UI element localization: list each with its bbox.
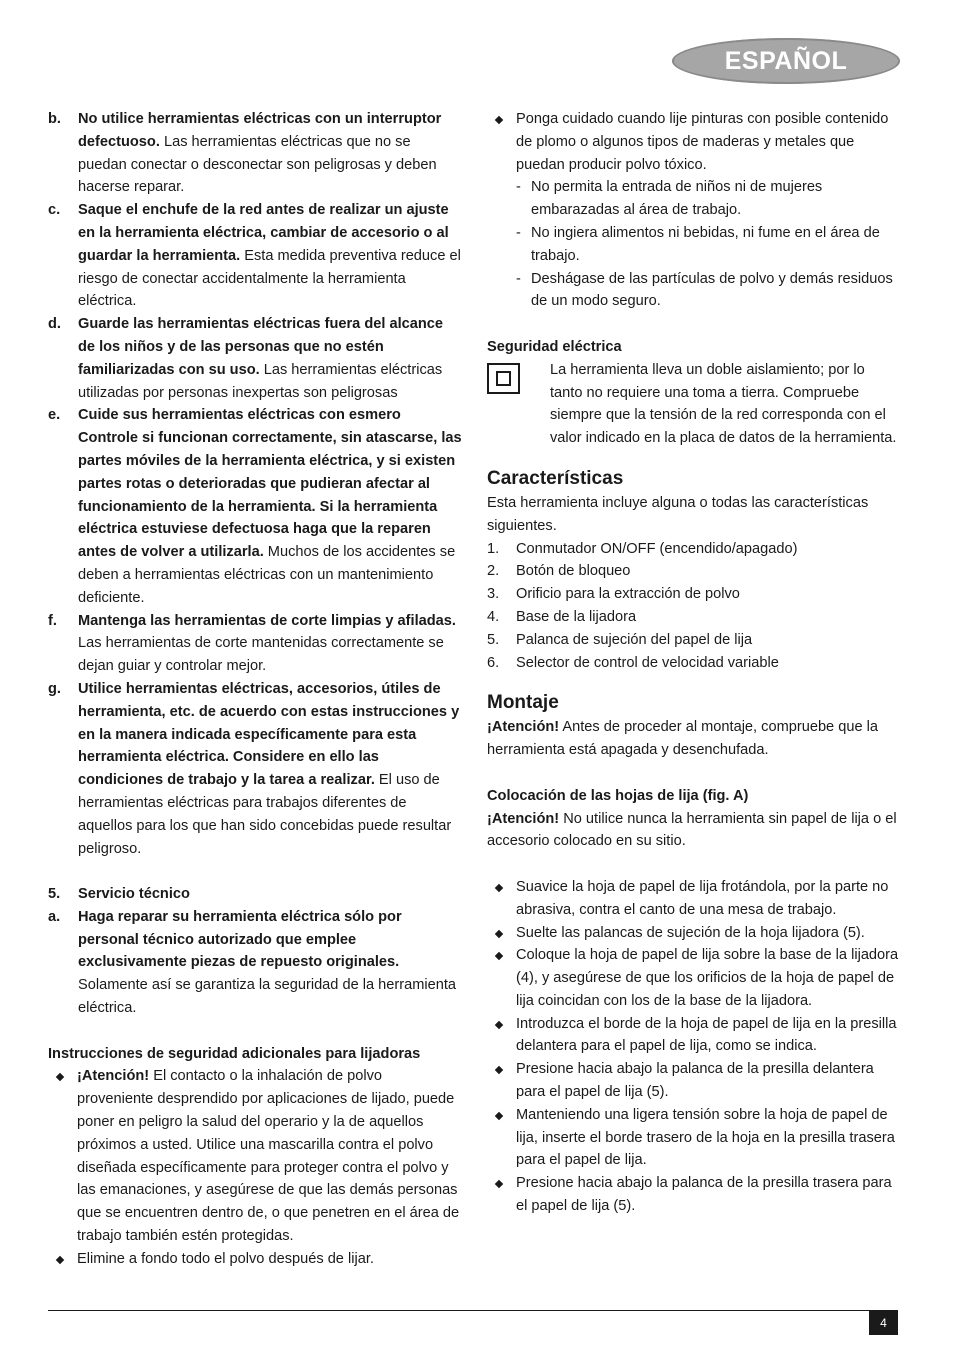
- fitting-step: [487, 944, 901, 1012]
- rule-marker: d.: [48, 316, 61, 333]
- step-text: Suavice la hoja de papel de lija frotándola, por la parte no abrasiva, contra el canto de una mesa de trabajo.: [516, 878, 889, 918]
- feature-item: [487, 606, 901, 629]
- diamond-bullet-icon: [495, 1180, 503, 1188]
- dash-marker: -: [516, 270, 521, 287]
- fitting-step: [487, 876, 901, 922]
- bullet-text: El contacto o la inhalación de polvo proveniente desprendido por aplicaciones de lijado, puede poner en peligro la salud del operario y la de aquellos próximos a usted. Utilice una mascarilla contra el polvo diseñada específicamente para proteger contra el polvo y las emanaciones, y asegúrese de que las demás personas que se encuentren dentro de, o que penetren en el área de trabajo también estén protegidas.: [77, 1068, 460, 1245]
- feature-number: 2.: [487, 563, 500, 580]
- diamond-bullet-icon: [495, 1066, 503, 1074]
- rule-b: [48, 108, 462, 199]
- dash-text: Deshágase de las partículas de polvo y demás residuos de un modo seguro.: [531, 270, 893, 310]
- rule-heading: Cuide sus herramientas eléctricas con esmero Controle si funcionan correctamente, sin atascarse, las partes móviles de la herramienta eléctrica, y si existen partes rotas o deterioradas que pudieran afectar al funcionamiento de la herramienta. Si la herramienta eléctrica estuviese defectuosa haga que la reparen antes de volver a utilizarla.: [78, 407, 462, 561]
- fitting-step: [487, 1104, 901, 1172]
- lead-bullet: [487, 108, 901, 176]
- warning-label: ¡Atención!: [487, 719, 560, 736]
- warning-label: ¡Atención!: [77, 1068, 150, 1085]
- rule-text: Muchos de los accidentes se deben a herramientas eléctricas con un mantenimiento deficiente.: [78, 544, 456, 606]
- rule-c: [48, 199, 462, 313]
- rule-g: [48, 678, 462, 860]
- feature-label: Conmutador ON/OFF (encendido/apagado): [516, 540, 798, 557]
- feature-label: Botón de bloqueo: [516, 563, 631, 580]
- feature-item: [487, 538, 901, 561]
- double-insulation-icon: [487, 363, 520, 394]
- language-label: ESPAÑOL: [724, 46, 848, 75]
- page-number: 4: [869, 1311, 898, 1335]
- feature-number: 3.: [487, 586, 500, 603]
- feature-label: Palanca de sujeción del papel de lija: [516, 631, 753, 648]
- sandpaper-fitting-warning: [487, 808, 901, 854]
- rule-heading: No utilice herramientas eléctricas con un interruptor defectuoso.: [78, 111, 442, 150]
- feature-label: Selector de control de velocidad variable: [516, 654, 779, 671]
- rule-heading: Guarde las herramientas eléctricas fuera del alcance de los niños y de las personas que no estén familiarizadas con su uso.: [78, 316, 444, 378]
- dash-text: No ingiera alimentos ni bebidas, ni fume en el área de trabajo.: [531, 224, 880, 264]
- rule-marker: c.: [48, 202, 61, 219]
- footer-rule: [48, 1310, 898, 1311]
- language-tab: [672, 38, 900, 84]
- diamond-bullet-icon: [495, 884, 503, 892]
- service-item-marker: a.: [48, 908, 61, 925]
- dash-item: [487, 176, 901, 222]
- feature-number: 4.: [487, 608, 500, 625]
- rule-text: Las herramientas de corte mantenidas correctamente se dejan guiar y controlar mejor.: [78, 635, 444, 675]
- diamond-bullet-icon: [495, 116, 503, 124]
- bullet-text: Ponga cuidado cuando lije pinturas con posible contenido de plomo o algunos tipos de maderas y metales que puedan producir polvo tóxico.: [516, 111, 889, 173]
- feature-item: [487, 583, 901, 606]
- assembly-warning: [487, 716, 901, 762]
- feature-item: [487, 652, 901, 675]
- fitting-step: [487, 1013, 901, 1059]
- step-text: Introduzca el borde de la hoja de papel de lija en la presilla delantera para el papel de lija, como se indica.: [516, 1015, 897, 1055]
- rule-e: [48, 404, 462, 609]
- dash-marker: -: [516, 224, 521, 241]
- sander-bullet: [48, 1065, 462, 1247]
- dash-item: [487, 222, 901, 268]
- service-item: [48, 906, 462, 1020]
- service-item-heading: Haga reparar su herramienta eléctrica sólo por personal técnico autorizado que emplee exclusivamente piezas de repuesto originales.: [78, 908, 402, 971]
- rule-heading: Mantenga las herramientas de corte limpias y afiladas.: [78, 612, 456, 629]
- rule-heading: Saque el enchufe de la red antes de realizar un ajuste en la herramienta eléctrica, cambiar de accesorio o al guardar la herramienta.: [78, 202, 449, 264]
- fitting-step: [487, 922, 901, 945]
- dash-text: No permita la entrada de niños ni de mujeres embarazadas al área de trabajo.: [531, 179, 823, 219]
- step-text: Coloque la hoja de papel de lija sobre la base de la lijadora (4), y asegúrese de que los orificios de la hoja de papel de lija coincidan con los de la base de la lijadora.: [516, 947, 899, 1009]
- sander-safety-title: Instrucciones de seguridad adicionales para lijadoras: [48, 1045, 421, 1062]
- warning-label: ¡Atención!: [487, 810, 560, 827]
- rule-marker: g.: [48, 680, 61, 697]
- feature-number: 5.: [487, 631, 500, 648]
- warning-text: Antes de proceder al montaje, compruebe que la herramienta está apagada y desenchufada.: [487, 719, 878, 759]
- diamond-bullet-icon: [495, 1020, 503, 1028]
- assembly-title: Montaje: [487, 692, 559, 714]
- step-text: Manteniendo una ligera tensión sobre la hoja de papel de lija, inserte el borde trasero de la hoja en la presilla trasera para el papel de lija.: [516, 1106, 895, 1169]
- sandpaper-fitting-title: Colocación de las hojas de lija (fig. A): [487, 787, 749, 804]
- rule-d: [48, 313, 462, 404]
- service-title: Servicio técnico: [78, 886, 190, 903]
- warning-text: No utilice nunca la herramienta sin papel de lija o el accesorio colocado en su sitio.: [487, 810, 897, 850]
- diamond-bullet-icon: [495, 952, 503, 960]
- feature-number: 1.: [487, 540, 500, 557]
- rule-text: El uso de herramientas eléctricas para trabajos diferentes de aquellos para los que han sido concebidas puede resultar peligroso.: [78, 772, 452, 857]
- step-text: Presione hacia abajo la palanca de la presilla trasera para el papel de lija (5).: [516, 1175, 892, 1215]
- diamond-bullet-icon: [495, 929, 503, 937]
- feature-item: [487, 560, 901, 583]
- left-column: [48, 108, 462, 1271]
- diamond-bullet-icon: [56, 1256, 64, 1264]
- rule-text: Esta medida preventiva reduce el riesgo de conectar accidentalmente la herramienta eléctrica.: [78, 247, 461, 310]
- rule-marker: f.: [48, 612, 57, 629]
- service-heading: [48, 883, 462, 906]
- dash-item: [487, 268, 901, 314]
- fitting-step: [487, 1172, 901, 1218]
- rule-f: [48, 610, 462, 678]
- electrical-safety-row: [487, 359, 901, 450]
- rule-text: Las herramientas eléctricas utilizadas por personas inexpertas son peligrosas: [78, 361, 443, 401]
- rule-marker: e.: [48, 407, 61, 424]
- fitting-step: [487, 1058, 901, 1104]
- feature-label: Base de la lijadora: [516, 608, 637, 625]
- diamond-bullet-icon: [495, 1112, 503, 1120]
- dash-marker: -: [516, 179, 521, 196]
- right-column: [487, 108, 901, 1218]
- feature-label: Orificio para la extracción de polvo: [516, 586, 740, 603]
- electrical-safety-text: La herramienta lleva un doble aislamiento; por lo tanto no requiere una toma a tierra. Compruebe siempre que la tensión de la red corresponda con el valor indicado en la placa de datos de la herramienta.: [550, 361, 897, 447]
- rule-text: Las herramientas eléctricas que no se puedan conectar o desconectar son peligrosas y deben hacerse reparar.: [78, 133, 437, 196]
- service-marker: 5.: [48, 886, 61, 903]
- rule-heading: Utilice herramientas eléctricas, accesorios, útiles de herramienta, etc. de acuerdo con estas instrucciones y en la manera indicada específicamente para esta herramienta eléctrica. Considere en ello las condiciones de trabajo y la tarea a realizar.: [78, 680, 460, 789]
- bullet-text: Elimine a fondo todo el polvo después de lijar.: [77, 1250, 374, 1267]
- features-title: Características: [487, 467, 624, 489]
- step-text: Presione hacia abajo la palanca de la presilla delantera para el papel de lija (5).: [516, 1061, 874, 1101]
- feature-item: [487, 629, 901, 652]
- step-text: Suelte las palancas de sujeción de la hoja lijadora (5).: [516, 924, 865, 941]
- rule-marker: b.: [48, 111, 61, 127]
- sander-bullet: [48, 1248, 462, 1271]
- service-item-text: Solamente así se garantiza la seguridad de la herramienta eléctrica.: [78, 977, 457, 1017]
- features-intro: Esta herramienta incluye alguna o todas las características siguientes.: [487, 494, 869, 534]
- feature-number: 6.: [487, 654, 500, 671]
- electrical-safety-title: Seguridad eléctrica: [487, 338, 622, 355]
- diamond-bullet-icon: [56, 1073, 64, 1081]
